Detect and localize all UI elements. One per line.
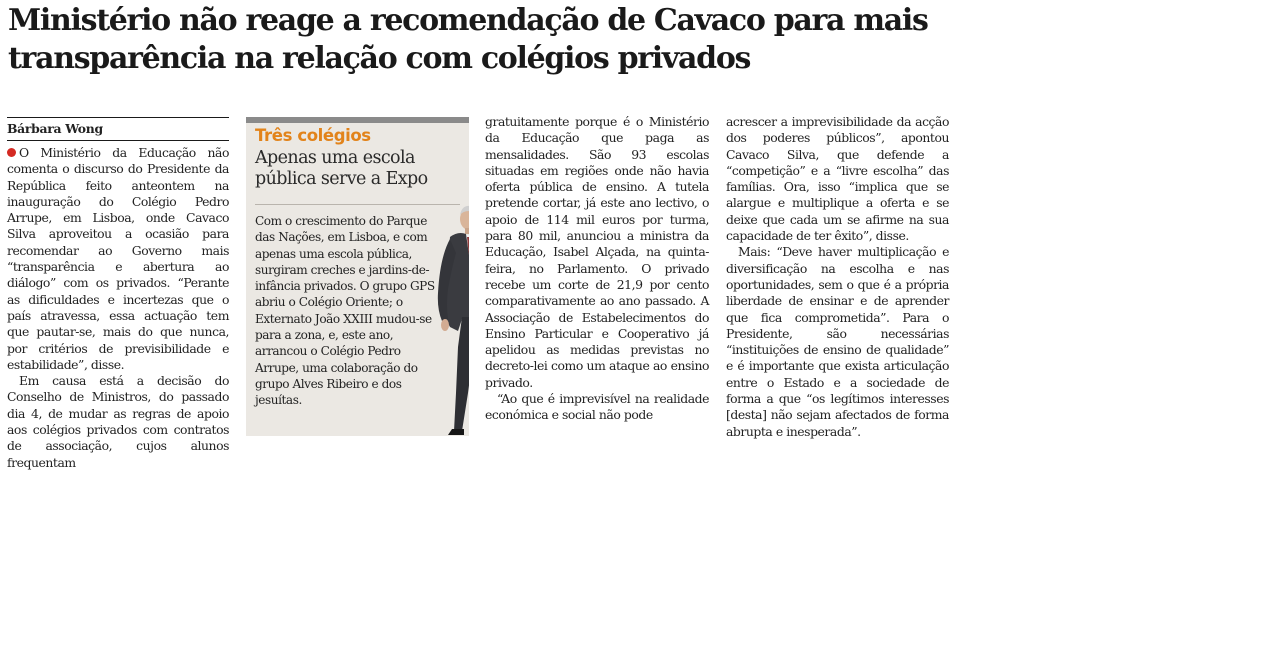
article-headline: Ministério não reage a recomendação de Cavaco para mais transparência na relação com colégios privados <box>8 3 928 76</box>
sidebar-body: Com o crescimento do Parque das Nações, em Lisboa, e com apenas uma escola pública, surgiram creches e jardins-de-infância privados. O grupo GPS abriu o Colégio Oriente; o Externato João XXIII mudou-se para a zona, e, este ano, arrancou o Colégio Pedro Arrupe, uma colaboração do grupo Alves Ribeiro e dos jesuítas. <box>255 214 435 408</box>
body-paragraph: Em causa está a decisão do Conselho de Ministros, do passado dia 4, de mudar as regras de apoio aos colégios privados com contratos de associação, cujos alunos frequentam <box>7 373 229 470</box>
article-column-4 <box>726 114 949 440</box>
sidebar-box <box>246 117 469 436</box>
body-paragraph: “Ao que é imprevisível na realidade económica e social não pode <box>485 391 709 423</box>
article-column-3 <box>485 114 709 424</box>
body-paragraph: gratuitamente porque é o Ministério da Educação que paga as mensalidades. São 93 escolas situadas em regiões onde não havia oferta pública de ensino. A tutela pretende cortar, já este ano lectivo, o apoio de 114 mil euros por turma, para 80 mil, anunciou a ministra da Educação, Isabel Alçada, na quinta-feira, no Parlamento. O privado recebe um corte de 21,9 por cento comparativamente ao ano passado. A Associação de Estabelecimentos do Ensino Particular e Cooperativo já apelidou as medidas previstas no decreto-lei como um ataque ao ensino privado. <box>485 114 709 390</box>
person-walking-photo <box>422 197 469 436</box>
sidebar-top-bar <box>246 117 469 123</box>
article-column-1 <box>7 117 229 471</box>
sidebar-kicker: Três colégios <box>255 126 371 145</box>
byline: Bárbara Wong <box>7 118 229 141</box>
body-paragraph: Mais: “Deve haver multiplicação e diversificação na escolha e nas oportunidades, sem o que é a própria liberdade de ensinar e de aprender que fica comprometida”. Para o Presidente, são necessárias “instituições de ensino de qualidade” e é importante que exista articulação entre o Estado e a sociedade de forma a que “os legítimos interesses [desta] não sejam afectados de forma abrupta e inesperada”. <box>726 244 949 439</box>
body-paragraph: acrescer a imprevisibilidade da acção dos poderes públicos”, apontou Cavaco Silva, que defende a “competição” e a “livre escolha” das famílias. Ora, isso “implica que se alargue e multiplique a oferta e se deixe que cada um se afirme na sua capacidade de ter êxito”, disse. <box>726 114 949 244</box>
lead-paragraph-text: O Ministério da Educação não comenta o discurso do Presidente da República feito anteontem na inauguração do Colégio Pedro Arrupe, em Lisboa, onde Cavaco Silva aproveitou a ocasião para recomendar ao Governo mais “transparência e abertura ao diálogo” com os privados. “Perante as dificuldades e incertezas que o país atravessa, essa actuação tem que pautar-se, mais do que nunca, por critérios de previsibilidade e estabilidade”, disse. <box>7 145 229 372</box>
bullet-icon <box>7 148 16 157</box>
lead-paragraph <box>7 145 229 373</box>
sidebar-title: Apenas uma escola pública serve a Expo <box>255 148 428 189</box>
